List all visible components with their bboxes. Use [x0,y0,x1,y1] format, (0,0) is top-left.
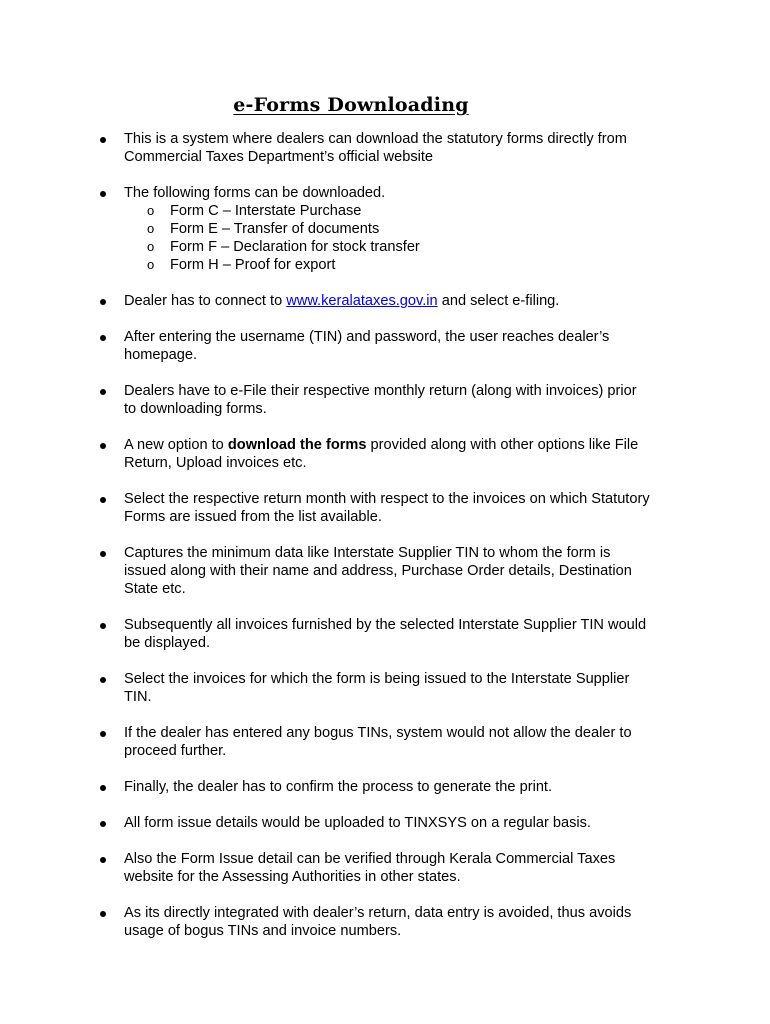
sub-item-form-f [124,238,650,256]
bullet-item-system-description [0,130,770,166]
bullet-icon [100,335,106,341]
bullet-item-download-option [0,436,770,472]
sub-item-form-c [124,202,650,220]
bullet-text: Subsequently all invoices furnished by the selected Interstate Supplier TIN would be displayed. [124,617,647,651]
bullet-text: Select the respective return month with respect to the invoices on which Statutory Forms are issued from the list available. [124,491,650,525]
bullet-text: Captures the minimum data like Interstate Supplier TIN to whom the form is issued along with their name and address, Purchase Order details, Destination State etc. [124,545,632,597]
bullet-item-connect-website [0,292,770,310]
sub-item-form-e [124,220,650,238]
bullet-icon [100,911,106,917]
circle-bullet-icon: o [147,221,155,236]
bullet-icon [100,191,106,197]
bullet-text: Select the invoices for which the form is being issued to the Interstate Supplier TIN. [124,671,630,705]
bullet-icon [100,443,106,449]
bullet-item-select-month [0,490,770,526]
bullet-icon [100,785,106,791]
bullet-icon [100,857,106,863]
forms-sub-list [124,202,650,274]
bullet-icon [100,731,106,737]
bullet-item-login [0,328,770,364]
bullet-icon [100,299,106,305]
bullet-item-select-invoices [0,670,770,706]
bullet-item-verification [0,850,770,886]
bullet-icon [100,137,106,143]
bullet-text: Dealers have to e-File their respective monthly return (along with invoices) prior to downloading forms. [124,383,637,417]
bullet-text: Finally, the dealer has to confirm the process to generate the print. [124,779,553,795]
bullet-text-before-bold: A new option to [124,437,228,453]
kerala-taxes-link[interactable]: www.keralataxes.gov.in [286,293,438,309]
bullet-item-efile-return [0,382,770,418]
sub-item-form-h [124,256,650,274]
bullet-icon [100,551,106,557]
bullet-text: After entering the username (TIN) and password, the user reaches dealer’s homepage. [124,329,610,363]
bullet-icon [100,623,106,629]
bullet-item-integration [0,904,770,940]
bullet-text: The following forms can be downloaded. [124,185,386,201]
bullet-text: Also the Form Issue detail can be verified through Kerala Commercial Taxes website for the Assessing Authorities in other states. [124,851,616,885]
sub-item-text: Form H – Proof for export [170,257,336,273]
bullet-list [0,130,770,958]
bullet-icon [100,389,106,395]
document-title: e-Forms Downloading [233,94,469,116]
bullet-text-after-bold: provided along with other options like File Return, Upload invoices etc. [124,437,639,471]
bullet-icon [100,677,106,683]
bullet-icon [100,821,106,827]
bullet-text: If the dealer has entered any bogus TINs, system would not allow the dealer to proceed further. [124,725,632,759]
circle-bullet-icon: o [147,203,155,218]
sub-item-text: Form F – Declaration for stock transfer [170,239,420,255]
bullet-icon [100,497,106,503]
sub-item-text: Form E – Transfer of documents [170,221,380,237]
bullet-text-after-link: and select e-filing. [437,293,560,309]
bullet-item-tinxsys-upload [0,814,770,832]
bullet-item-bogus-tins [0,724,770,760]
bullet-item-forms-list [0,184,770,274]
circle-bullet-icon: o [147,257,155,272]
bullet-text-before-link: Dealer has to connect to [124,293,287,309]
bullet-item-confirm-print [0,778,770,796]
circle-bullet-icon: o [147,239,155,254]
bullet-text: All form issue details would be uploaded to TINXSYS on a regular basis. [124,815,591,831]
bullet-text-bold: download the forms [227,437,367,453]
bullet-text: This is a system where dealers can download the statutory forms directly from Commercial Taxes Department’s official website [124,131,627,165]
bullet-item-invoices-displayed [0,616,770,652]
bullet-item-capture-data [0,544,770,598]
bullet-text: As its directly integrated with dealer’s return, data entry is avoided, thus avoids usage of bogus TINs and invoice numbers. [124,905,632,939]
sub-item-text: Form C – Interstate Purchase [170,203,362,219]
